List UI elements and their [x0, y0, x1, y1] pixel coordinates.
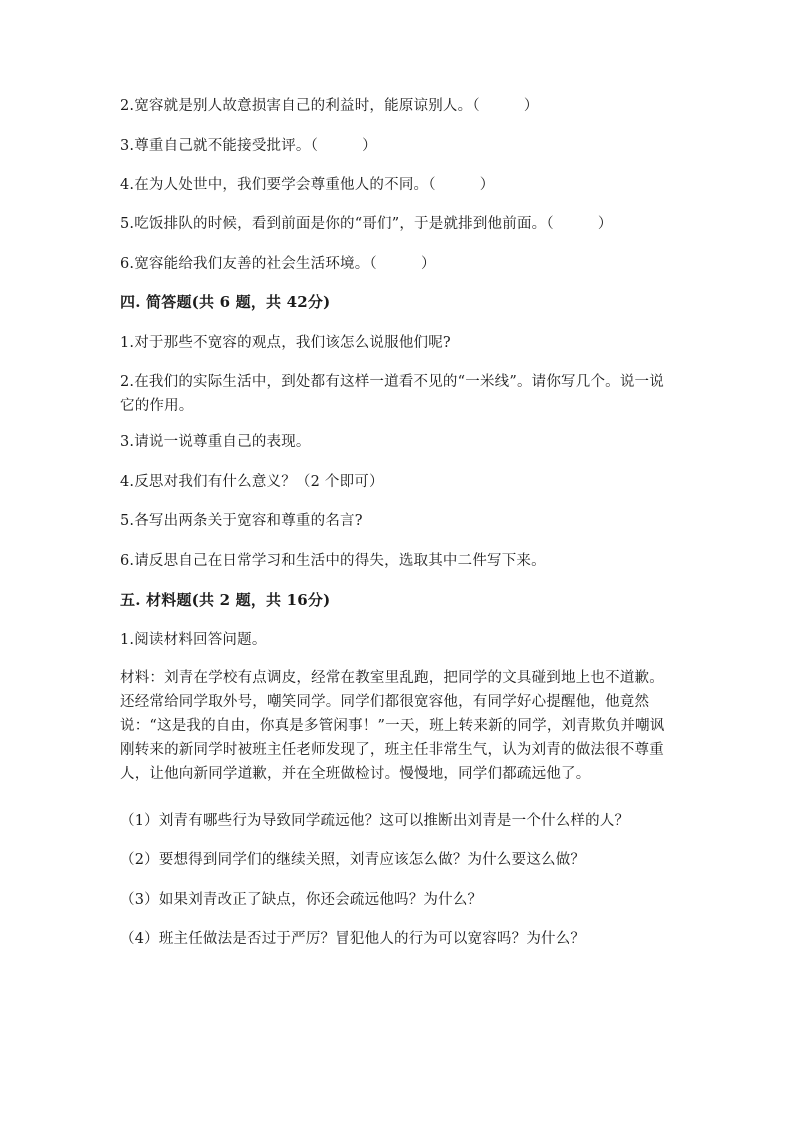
- short-answer-item-1: 1.对于那些不宽容的观点，我们该怎么说服他们呢?: [120, 335, 451, 351]
- judgement-item-5: 5.吃饭排队的时候，看到前面是你的“哥们”，于是就排到他前面。（ ）: [120, 216, 613, 232]
- judgement-item-4: 4.在为人处世中，我们要学会尊重他人的不同。（ ）: [120, 177, 495, 193]
- section-heading-material: 五. 材料题(共 2 题，共 16分): [120, 591, 331, 609]
- short-answer-item-6: 6.请反思自己在日常学习和生活中的得失，选取其中二件写下来。: [120, 553, 546, 569]
- material-passage: 材料：刘青在学校有点调皮，经常在教室里乱跑，把同学的文具碰到地上也不道歉。还经常给同学取外号，嘲笑同学。同学们都很宽容他，有同学好心提醒他，他竟然说：“这是我的自由，你真是多管闲事！”一天，班上转来新的同学，刘青欺负并嘲讽刚转来的新同学时被班主任老师发现了，班主任非常生气，认为刘青的做法很不尊重人，让他向新同学道歉，并在全班做检讨。慢慢地，同学们都疏远他了。: [120, 670, 665, 782]
- judgement-item-2: 2.宽容就是别人故意损害自己的利益时，能原谅别人。（ ）: [120, 98, 539, 114]
- material-subquestion-4: （4）班主任做法是否过于严厉？冒犯他人的行为可以宽容吗？为什么？: [120, 931, 586, 947]
- material-subquestion-2: （2）要想得到同学们的继续关照，刘青应该怎么做？为什么要这么做？: [120, 852, 586, 868]
- material-subquestion-1: （1）刘青有哪些行为导致同学疏远他？这可以推断出刘青是一个什么样的人？: [120, 813, 630, 829]
- judgement-item-3: 3.尊重自己就不能接受批评。（ ）: [120, 138, 377, 154]
- judgement-item-6: 6.宽容能给我们友善的社会生活环境。（ ）: [120, 256, 436, 272]
- short-answer-item-4: 4.反思对我们有什么意义？（2 个即可）: [120, 474, 384, 490]
- section-heading-short-answer: 四. 简答题(共 6 题，共 42分): [120, 293, 331, 311]
- short-answer-item-5: 5.各写出两条关于宽容和尊重的名言?: [120, 513, 363, 529]
- short-answer-item-3: 3.请说一说尊重自己的表现。: [120, 434, 311, 450]
- material-question-1-intro: 1.阅读材料回答问题。: [120, 632, 267, 648]
- short-answer-item-2: 2.在我们的实际生活中，到处都有这样一道看不见的“一米线”。请你写几个。说一说它的作用。: [120, 374, 664, 414]
- material-subquestion-3: （3）如果刘青改正了缺点，你还会疏远他吗？为什么？: [120, 892, 483, 908]
